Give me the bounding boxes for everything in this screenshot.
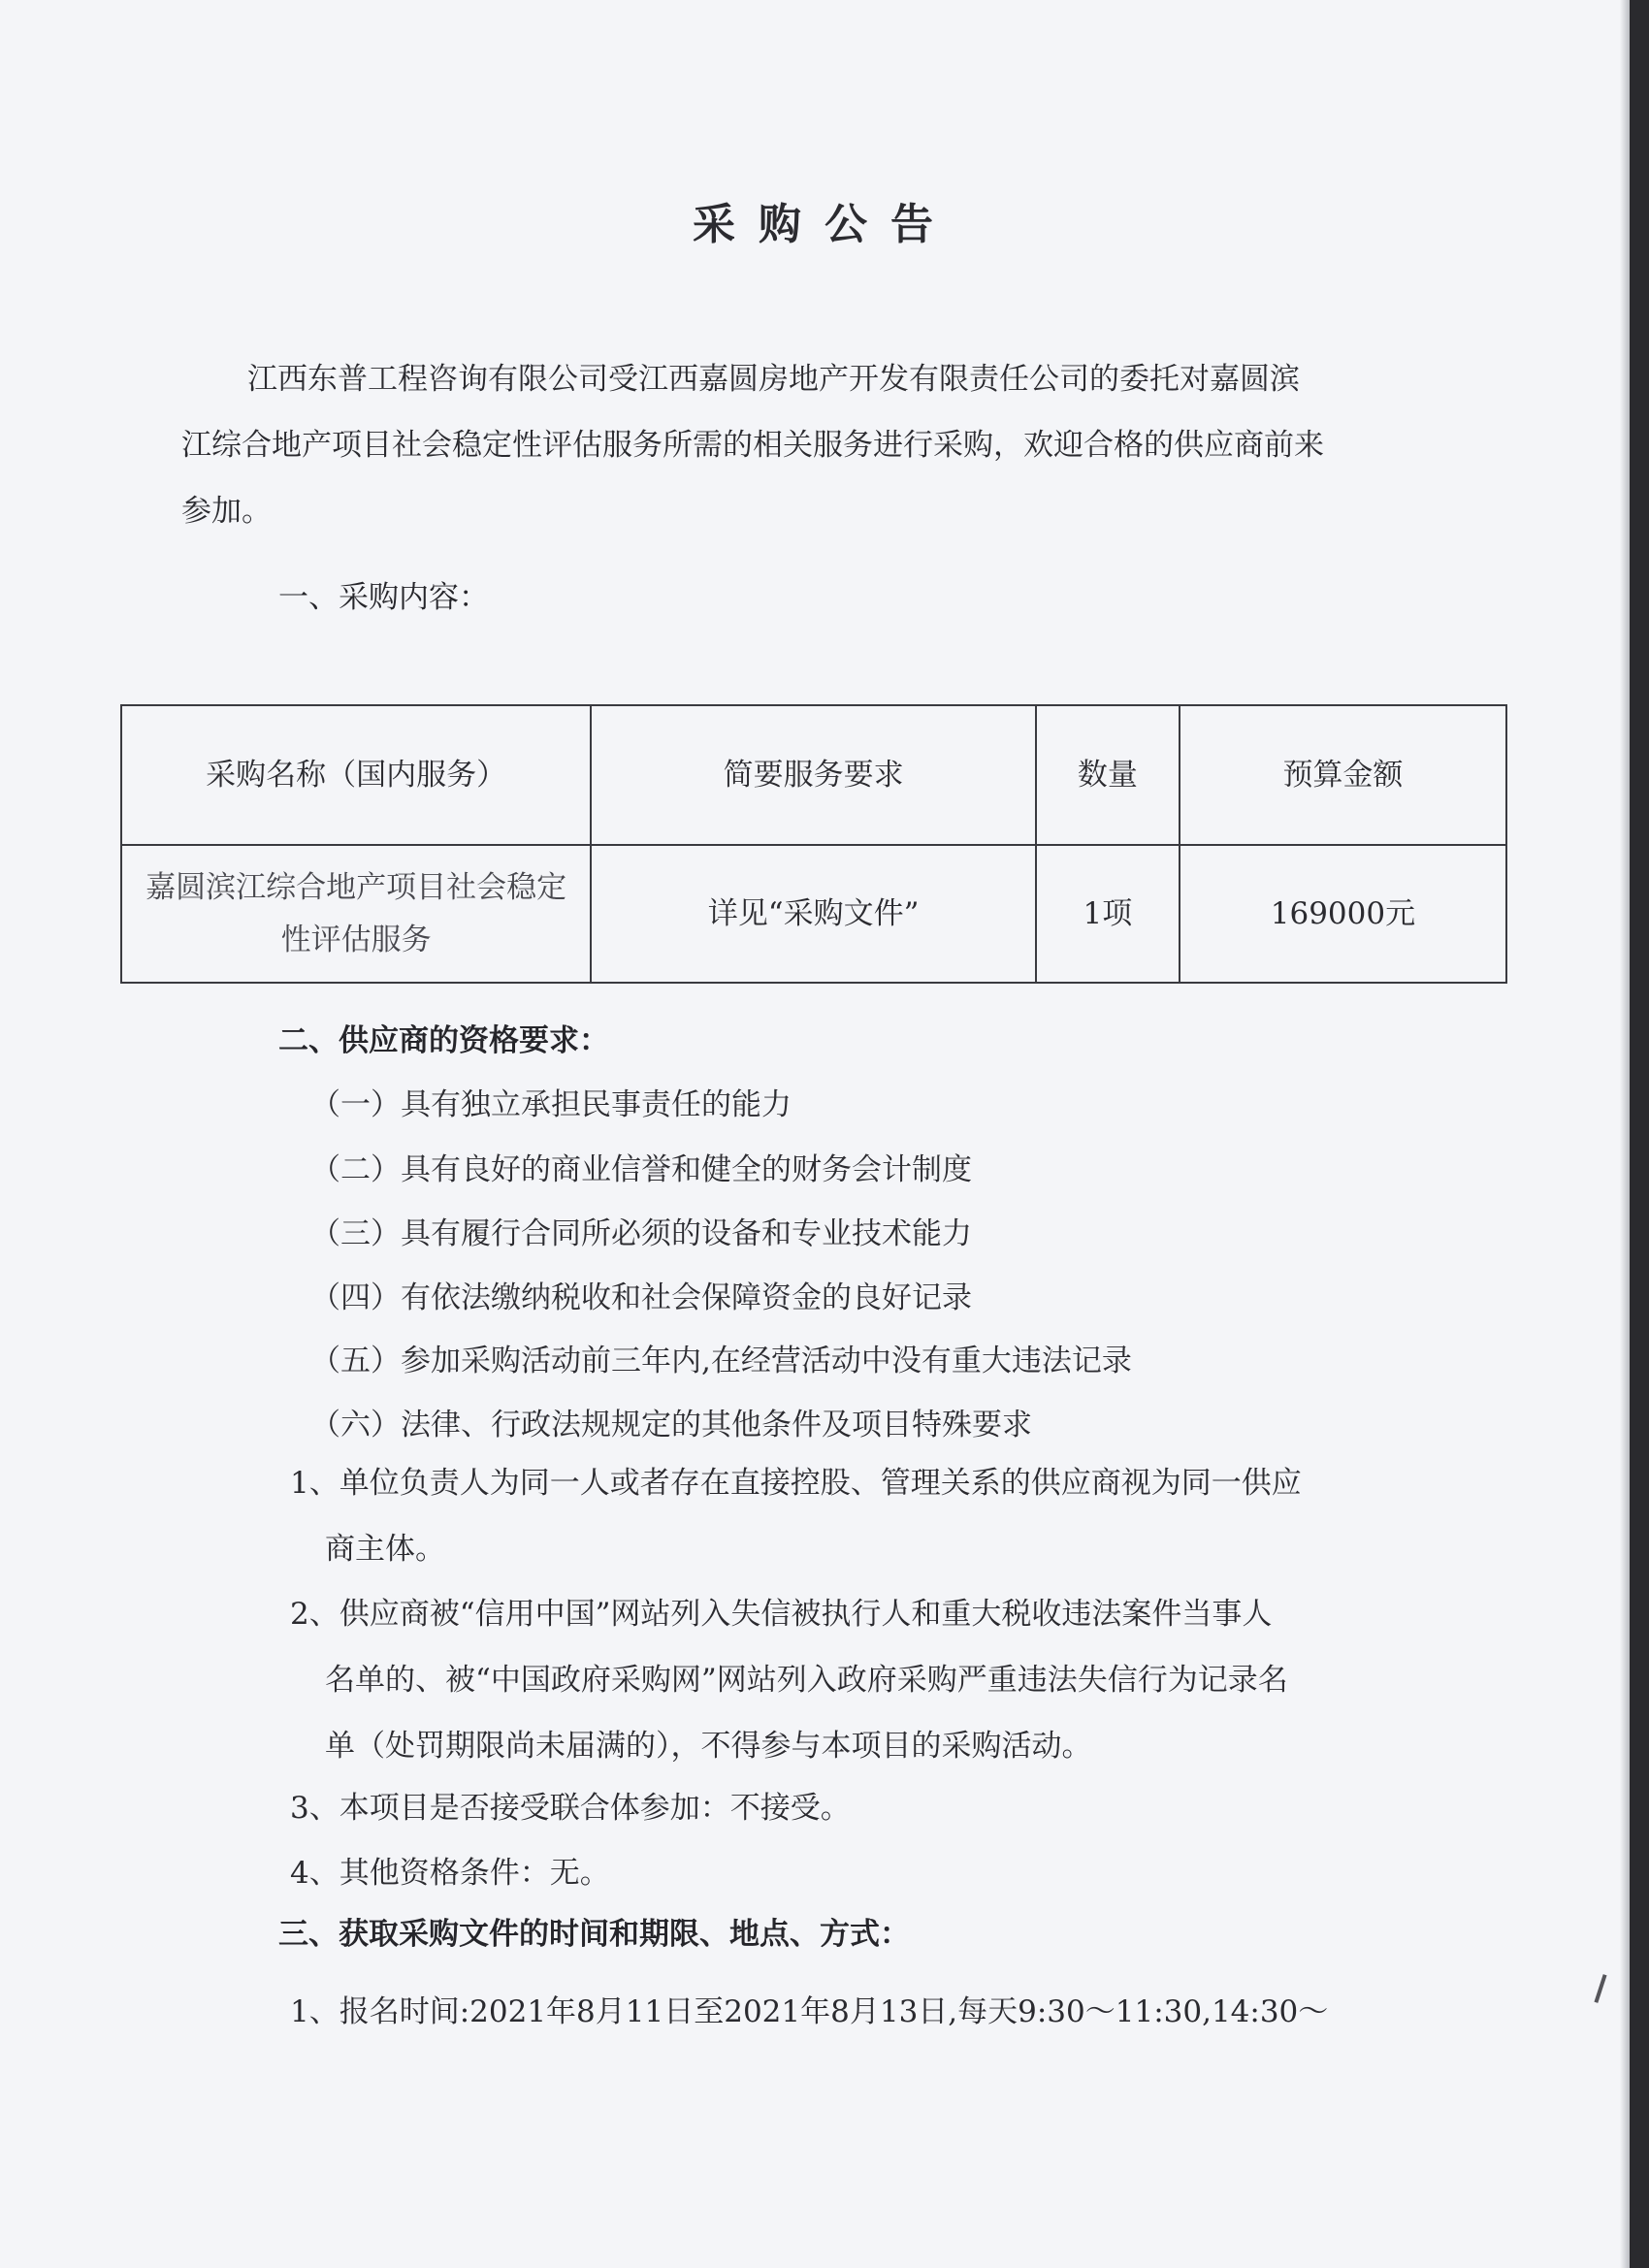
note-item <box>291 1450 1397 1582</box>
scan-mark <box>1594 1974 1606 2003</box>
requirement-text: 详见“采购文件” <box>707 896 920 931</box>
qualification-item: （四）有依法缴纳税收和社会保障资金的良好记录 <box>310 1280 972 1315</box>
note-2-line3: 单（处罚期限尚未届满的），不得参与本项目的采购活动。 <box>325 1729 1092 1764</box>
table-cell-name <box>121 845 591 983</box>
table-header-cell <box>591 705 1036 845</box>
qualification-item: （五）参加采购活动前三年内,在经营活动中没有重大违法记录 <box>310 1344 1132 1378</box>
table-header-row <box>121 705 1506 845</box>
table-header-cell <box>1036 705 1180 845</box>
project-name-line2: 性评估服务 <box>280 923 432 957</box>
project-name-line1: 嘉圆滨江综合地产项目社会稳定 <box>146 870 567 905</box>
header-name: 采购名称（国内服务） <box>206 758 507 793</box>
note-2-line2: 名单的、被“中国政府采购网”网站列入政府采购严重违法失信行为记录名 <box>325 1663 1288 1698</box>
scan-edge <box>1630 0 1649 2268</box>
note-3-line1: 3、本项目是否接受联合体参加：不接受。 <box>290 1791 851 1826</box>
section-heading-qualifications: 二、供应商的资格要求： <box>278 1023 609 1058</box>
table-cell-quantity <box>1036 845 1180 983</box>
header-quantity: 数量 <box>1077 758 1138 793</box>
qualification-item: （一）具有独立承担民事责任的能力 <box>310 1087 792 1122</box>
note-2-line1: 2、供应商被“信用中国”网站列入失信被执行人和重大税收违法案件当事人 <box>290 1597 1273 1632</box>
page-title: 采购公告 <box>693 200 956 249</box>
scan-edge-shadow <box>1620 0 1630 2268</box>
header-budget: 预算金额 <box>1282 758 1404 793</box>
note-item <box>291 1840 1397 1906</box>
note-item <box>291 1581 1397 1779</box>
qualification-item: （六）法律、行政法规规定的其他条件及项目特殊要求 <box>310 1408 1032 1442</box>
registration-time: 1、报名时间:2021年8月11日至2021年8月13日,每天9:30～11:30,14:30～ <box>290 1994 1329 2029</box>
header-requirement: 简要服务要求 <box>723 758 904 793</box>
note-item <box>291 1775 1397 1841</box>
budget-value: 169000元 <box>1270 896 1416 931</box>
table-header-cell <box>121 705 591 845</box>
qualification-item: （三）具有履行合同所必须的设备和专业技术能力 <box>310 1216 972 1251</box>
table-cell-budget <box>1180 845 1506 983</box>
quantity-value: 1项 <box>1083 896 1133 931</box>
section-heading-obtain-documents: 三、获取采购文件的时间和期限、地点、方式： <box>278 1917 910 1952</box>
table-cell-requirement <box>591 845 1036 983</box>
procurement-table <box>120 704 1507 984</box>
qualification-item: （二）具有良好的商业信誉和健全的财务会计制度 <box>310 1152 972 1187</box>
note-1-line2: 商主体。 <box>325 1532 445 1567</box>
intro-paragraph: 江西东普工程咨询有限公司受江西嘉圆房地产开发有限责任公司的委托对嘉圆滨江综合地产项目社会稳定性评估服务所需的相关服务进行采购，欢迎合格的供应商前来参加。 <box>181 362 1324 529</box>
table-row <box>121 845 1506 983</box>
table-header-cell <box>1180 705 1506 845</box>
note-1-line1: 1、单位负责人为同一人或者存在直接控股、管理关系的供应商视为同一供应 <box>290 1466 1302 1501</box>
note-4-line1: 4、其他资格条件：无。 <box>290 1856 610 1891</box>
section-heading-procurement-content: 一、采购内容： <box>278 580 489 615</box>
